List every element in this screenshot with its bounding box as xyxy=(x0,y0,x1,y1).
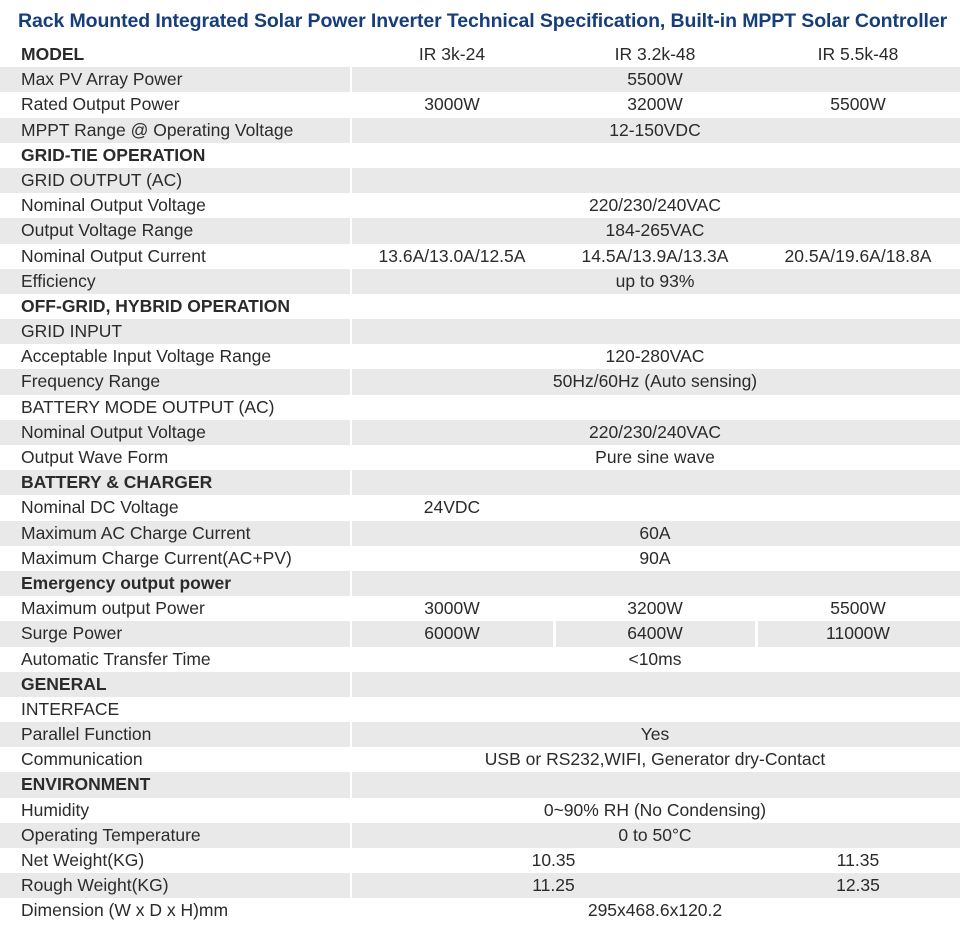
table-row xyxy=(0,420,960,445)
row-value: 6400W xyxy=(627,623,683,644)
row-value: 0~90% RH (No Condensing) xyxy=(543,799,767,820)
row-value: 3000W xyxy=(424,94,480,115)
row-value: 20.5A/19.6A/18.8A xyxy=(784,245,932,266)
page-title: Rack Mounted Integrated Solar Power Inverter Technical Specification, Built-in MPPT Solar Controller xyxy=(18,10,948,32)
table-row xyxy=(0,747,960,772)
row-value: 24VDC xyxy=(423,497,481,518)
row-value: 14.5A/13.9A/13.3A xyxy=(581,245,729,266)
section-header-row xyxy=(0,571,960,596)
table-row xyxy=(0,92,960,117)
section-header: GRID-TIE OPERATION xyxy=(21,144,206,165)
row-value: 12-150VDC xyxy=(609,119,701,140)
table-row xyxy=(0,495,960,520)
row-value: 5500W xyxy=(830,598,886,619)
subsection-label: GRID INPUT xyxy=(0,319,350,344)
table-row xyxy=(0,193,960,218)
row-label: Dimension (W x D x H)mm xyxy=(21,900,229,921)
subsection-label: BATTERY MODE OUTPUT (AC) xyxy=(21,396,275,417)
row-value: 11000W xyxy=(826,623,890,644)
row-value: 184-265VAC xyxy=(605,220,705,241)
row-value: 3000W xyxy=(424,598,480,619)
table-row xyxy=(0,873,960,898)
row-label: Maximum output Power xyxy=(21,598,205,619)
row-value: 60A xyxy=(639,522,671,543)
row-value: 220/230/240VAC xyxy=(588,195,721,216)
section-header: OFF-GRID, HYBRID OPERATION xyxy=(21,295,290,316)
subsection-label: INTERFACE xyxy=(21,698,120,719)
table-row xyxy=(0,67,960,92)
row-label: Output Wave Form xyxy=(21,447,169,467)
table-row xyxy=(0,848,960,873)
model-header-ir3k24: IR 3k-24 xyxy=(418,44,486,64)
section-header: GENERAL xyxy=(0,672,350,697)
row-label: Max PV Array Power xyxy=(0,67,350,92)
table-row xyxy=(0,369,960,394)
row-value: Yes xyxy=(640,724,670,745)
section-header: Emergency output power xyxy=(0,571,350,596)
row-label: Operating Temperature xyxy=(0,823,350,848)
row-label: Acceptable Input Voltage Range xyxy=(21,346,272,367)
row-label: Parallel Function xyxy=(0,722,350,747)
row-value: 220/230/240VAC xyxy=(588,421,721,442)
section-header: BATTERY & CHARGER xyxy=(0,470,350,495)
table-row xyxy=(0,269,960,294)
section-header-row xyxy=(0,672,960,697)
row-label: Nominal Output Voltage xyxy=(21,195,206,216)
row-value: 90A xyxy=(639,547,671,568)
row-value: 13.6A/13.0A/12.5A xyxy=(378,245,526,266)
section-header-row xyxy=(0,772,960,797)
row-value: 0 to 50°C xyxy=(618,824,692,845)
row-label: Surge Power xyxy=(0,621,350,646)
row-value: 5500W xyxy=(627,69,683,90)
table-row xyxy=(0,697,960,722)
table-row xyxy=(0,218,960,243)
row-label: Maximum AC Charge Current xyxy=(0,521,350,546)
subsection-label: GRID OUTPUT (AC) xyxy=(0,168,350,193)
row-label: Communication xyxy=(21,749,143,770)
row-label: Humidity xyxy=(21,799,90,820)
table-row xyxy=(0,319,960,344)
row-value: Pure sine wave xyxy=(595,447,715,467)
row-value: 120-280VAC xyxy=(605,346,705,367)
row-label: MODEL xyxy=(21,44,85,64)
row-value: 6000W xyxy=(424,623,480,644)
model-header-ir55k48: IR 5.5k-48 xyxy=(817,44,899,64)
table-row xyxy=(0,118,960,143)
table-row xyxy=(0,722,960,747)
table-row xyxy=(0,546,960,571)
row-value: 11.35 xyxy=(836,850,880,870)
row-value: 3200W xyxy=(627,598,683,619)
model-header-ir32k48: IR 3.2k-48 xyxy=(614,44,696,64)
row-label: Maximum Charge Current(AC+PV) xyxy=(21,547,292,568)
row-value: 5500W xyxy=(830,94,886,115)
table-row xyxy=(0,344,960,369)
row-label: Efficiency xyxy=(0,269,350,294)
row-value: up to 93% xyxy=(615,270,695,291)
row-label: Nominal DC Voltage xyxy=(21,497,179,518)
row-label: Nominal Output Voltage xyxy=(0,420,350,445)
section-header-row xyxy=(0,143,960,168)
row-label: Rough Weight(KG) xyxy=(0,873,350,898)
table-row xyxy=(0,621,960,646)
row-label: Rated Output Power xyxy=(21,94,180,115)
row-label: Automatic Transfer Time xyxy=(21,648,211,669)
row-value: 3200W xyxy=(627,94,683,115)
table-row xyxy=(0,798,960,823)
spec-table xyxy=(0,42,960,924)
table-row xyxy=(0,244,960,269)
table-row xyxy=(0,898,960,923)
row-label: Frequency Range xyxy=(0,369,350,394)
row-value: 295x468.6x120.2 xyxy=(587,900,723,921)
header-row xyxy=(0,42,960,67)
row-label: Net Weight(KG) xyxy=(21,850,145,870)
row-label: MPPT Range @ Operating Voltage xyxy=(0,118,350,143)
table-row xyxy=(0,647,960,672)
row-value: 12.35 xyxy=(836,875,880,896)
section-header-row xyxy=(0,294,960,319)
section-header: ENVIRONMENT xyxy=(0,772,350,797)
table-row xyxy=(0,168,960,193)
row-value: 11.25 xyxy=(532,875,575,896)
row-label: Nominal Output Current xyxy=(21,245,206,266)
table-row xyxy=(0,395,960,420)
table-row xyxy=(0,521,960,546)
table-row xyxy=(0,596,960,621)
section-header-row xyxy=(0,470,960,495)
row-value: 10.35 xyxy=(531,850,576,870)
row-label: Output Voltage Range xyxy=(0,218,350,243)
table-row xyxy=(0,823,960,848)
row-value: 50Hz/60Hz (Auto sensing) xyxy=(552,371,758,392)
row-value: <10ms xyxy=(628,648,682,669)
table-row xyxy=(0,445,960,470)
row-value: USB or RS232,WIFI, Generator dry-Contact xyxy=(484,749,826,770)
